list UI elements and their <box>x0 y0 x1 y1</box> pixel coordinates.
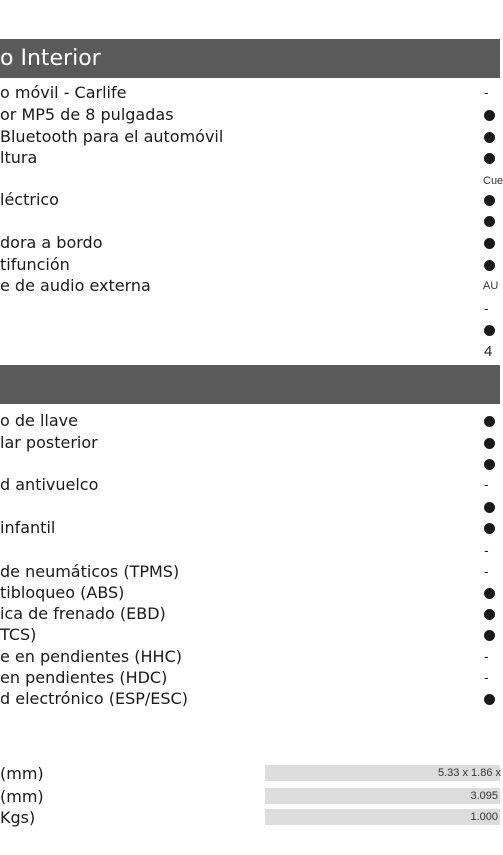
spec-text: AU <box>483 280 499 292</box>
not-included-dash: - <box>484 669 489 685</box>
included-dot-icon <box>484 325 495 336</box>
spec-label: infantil <box>0 518 56 537</box>
section-header-interior <box>0 39 500 78</box>
spec-text: Cue <box>483 175 503 187</box>
included-dot-icon <box>484 502 495 513</box>
included-dot-icon <box>484 609 495 620</box>
spec-number: 4 <box>484 343 493 360</box>
spec-row <box>0 561 500 582</box>
spec-row <box>0 147 500 168</box>
spec-row <box>0 603 500 624</box>
dimension-label: (mm) <box>0 787 44 806</box>
included-dot-icon <box>484 260 495 271</box>
spec-row <box>0 189 500 210</box>
dimension-value: 5.33 x 1.86 x <box>438 767 501 779</box>
not-included-dash: - <box>484 476 489 492</box>
included-dot-icon <box>484 216 495 227</box>
included-dot-icon <box>484 110 495 121</box>
spec-row <box>0 210 500 231</box>
spec-row <box>0 496 500 517</box>
spec-row <box>0 104 500 125</box>
spec-label: tifunción <box>0 255 70 274</box>
spec-label: de neumáticos (TPMS) <box>0 562 180 581</box>
spec-row <box>0 624 500 645</box>
dimension-value: 1.000 <box>470 811 498 823</box>
spec-row <box>0 667 500 688</box>
included-dot-icon <box>484 694 495 705</box>
spec-row <box>0 453 500 474</box>
spec-row <box>0 432 500 453</box>
dimension-label: Kgs) <box>0 808 36 827</box>
spec-row <box>0 298 500 319</box>
spec-row <box>0 319 500 340</box>
not-included-dash: - <box>484 648 489 664</box>
spec-label: en pendientes (HDC) <box>0 668 168 687</box>
spec-label: lar posterior <box>0 433 98 452</box>
spec-row <box>0 474 500 495</box>
section-header-safety <box>0 365 500 404</box>
dimension-label: (mm) <box>0 764 44 783</box>
spec-label: o de llave <box>0 411 78 430</box>
spec-row <box>0 170 503 191</box>
included-dot-icon <box>484 153 495 164</box>
spec-label: d antivuelco <box>0 475 99 494</box>
spec-row <box>0 82 500 103</box>
included-dot-icon <box>484 132 495 143</box>
included-dot-icon <box>484 588 495 599</box>
dimension-row <box>0 763 500 784</box>
dimension-value-box <box>265 788 500 804</box>
spec-row <box>0 275 500 296</box>
not-included-dash: - <box>484 84 489 100</box>
spec-row <box>0 540 500 561</box>
spec-row <box>0 517 500 538</box>
dimension-value-box <box>265 809 500 825</box>
spec-label: ltura <box>0 148 38 167</box>
spec-row <box>0 646 500 667</box>
spec-label: léctrico <box>0 190 59 209</box>
included-dot-icon <box>484 630 495 641</box>
included-dot-icon <box>484 416 495 427</box>
dimension-value-box <box>265 765 500 781</box>
spec-row <box>0 688 500 709</box>
spec-label: Bluetooth para el automóvil <box>0 127 224 146</box>
not-included-dash: - <box>484 300 489 316</box>
included-dot-icon <box>484 438 495 449</box>
spec-row <box>0 254 500 275</box>
spec-label: tibloqueo (ABS) <box>0 583 125 602</box>
spec-row <box>0 410 500 431</box>
section-title: o Interior <box>0 46 101 71</box>
spec-label: or MP5 de 8 pulgadas <box>0 105 174 124</box>
spec-label: dora a bordo <box>0 233 103 252</box>
dimension-row <box>0 807 500 828</box>
spec-row <box>0 341 500 362</box>
spec-label: TCS) <box>0 625 37 644</box>
spec-label: d electrónico (ESP/ESC) <box>0 689 188 708</box>
dimension-value: 3.095 <box>470 790 498 802</box>
dimension-row <box>0 786 500 807</box>
included-dot-icon <box>484 523 495 534</box>
included-dot-icon <box>484 459 495 470</box>
spec-label: o móvil - Carlife <box>0 83 127 102</box>
included-dot-icon <box>484 195 495 206</box>
not-included-dash: - <box>484 542 489 558</box>
spec-label: ica de frenado (EBD) <box>0 604 166 623</box>
spec-row <box>0 582 500 603</box>
spec-label: e de audio externa <box>0 276 151 295</box>
not-included-dash: - <box>484 563 489 579</box>
spec-label: e en pendientes (HHC) <box>0 647 182 666</box>
spec-row <box>0 232 500 253</box>
spec-row <box>0 126 500 147</box>
included-dot-icon <box>484 238 495 249</box>
